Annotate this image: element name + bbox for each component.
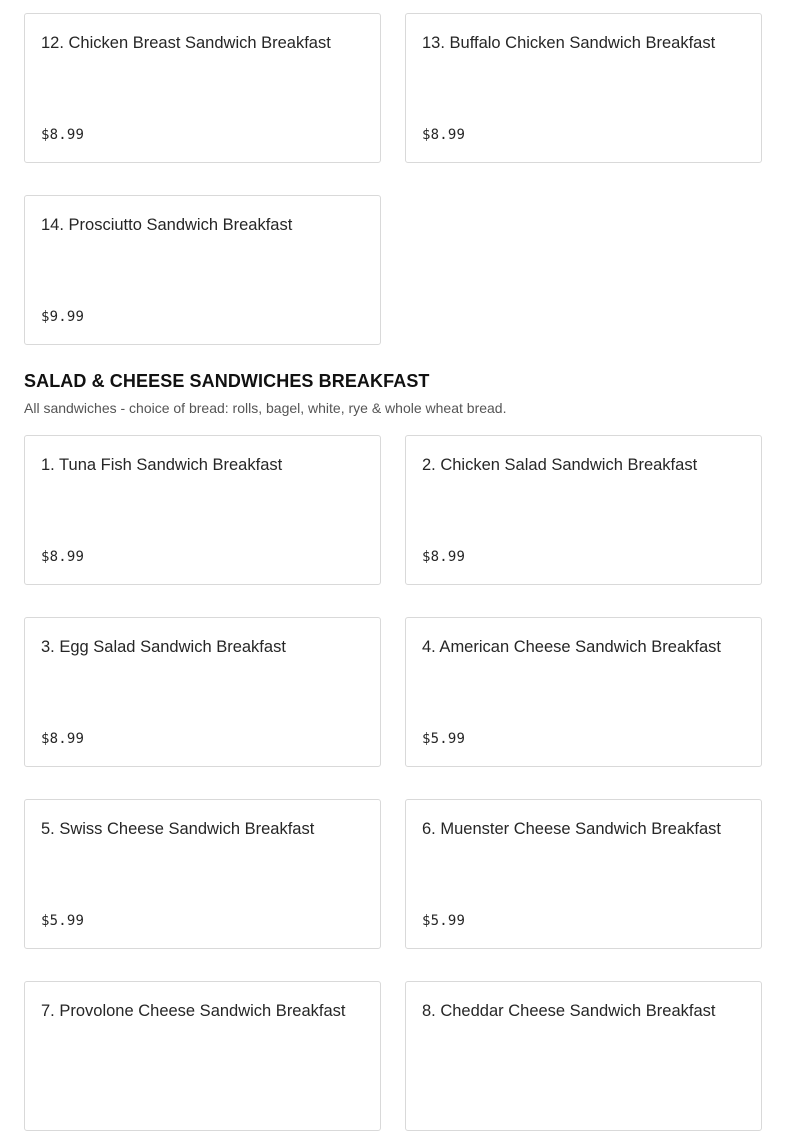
menu-item-price: $8.99 <box>41 549 85 565</box>
menu-item-name: 14. Prosciutto Sandwich Breakfast <box>41 216 293 234</box>
menu-item-name: 4. American Cheese Sandwich Breakfast <box>422 638 721 656</box>
menu-item-card[interactable] <box>24 435 381 585</box>
menu-item-card[interactable] <box>405 799 762 949</box>
menu-item-name: 8. Cheddar Cheese Sandwich Breakfast <box>422 1002 716 1020</box>
menu-item-name: 6. Muenster Cheese Sandwich Breakfast <box>422 820 721 838</box>
menu-item-card[interactable] <box>24 799 381 949</box>
menu-item-card[interactable] <box>405 13 762 163</box>
menu-item-name: 1. Tuna Fish Sandwich Breakfast <box>41 456 283 474</box>
menu-item-name: 3. Egg Salad Sandwich Breakfast <box>41 638 286 656</box>
menu-item-card[interactable] <box>24 13 381 163</box>
menu-item-price: $5.99 <box>41 913 85 929</box>
menu-item-card[interactable] <box>24 195 381 345</box>
menu-item-price: $8.99 <box>41 731 85 747</box>
menu-item-price: $5.99 <box>422 913 466 929</box>
menu-item-price: $5.99 <box>422 731 466 747</box>
menu-item-card[interactable] <box>405 617 762 767</box>
menu-item-name: 7. Provolone Cheese Sandwich Breakfast <box>41 1002 346 1020</box>
section-description: All sandwiches - choice of bread: rolls, bagel, white, rye & whole wheat bread. <box>24 400 507 416</box>
menu-item-name: 13. Buffalo Chicken Sandwich Breakfast <box>422 34 716 52</box>
section-title: SALAD & CHEESE SANDWICHES BREAKFAST <box>24 371 430 391</box>
menu-item-name: 2. Chicken Salad Sandwich Breakfast <box>422 456 698 474</box>
menu-item-price: $8.99 <box>41 127 85 143</box>
menu-item-price: $8.99 <box>422 549 466 565</box>
menu-item-card[interactable] <box>24 981 381 1131</box>
menu-item-price: $9.99 <box>41 309 85 325</box>
menu-item-name: 5. Swiss Cheese Sandwich Breakfast <box>41 820 315 838</box>
menu-item-name: 12. Chicken Breast Sandwich Breakfast <box>41 34 331 52</box>
menu-item-price: $8.99 <box>422 127 466 143</box>
menu-item-card[interactable] <box>405 435 762 585</box>
menu-item-card[interactable] <box>405 981 762 1131</box>
menu-item-card[interactable] <box>24 617 381 767</box>
